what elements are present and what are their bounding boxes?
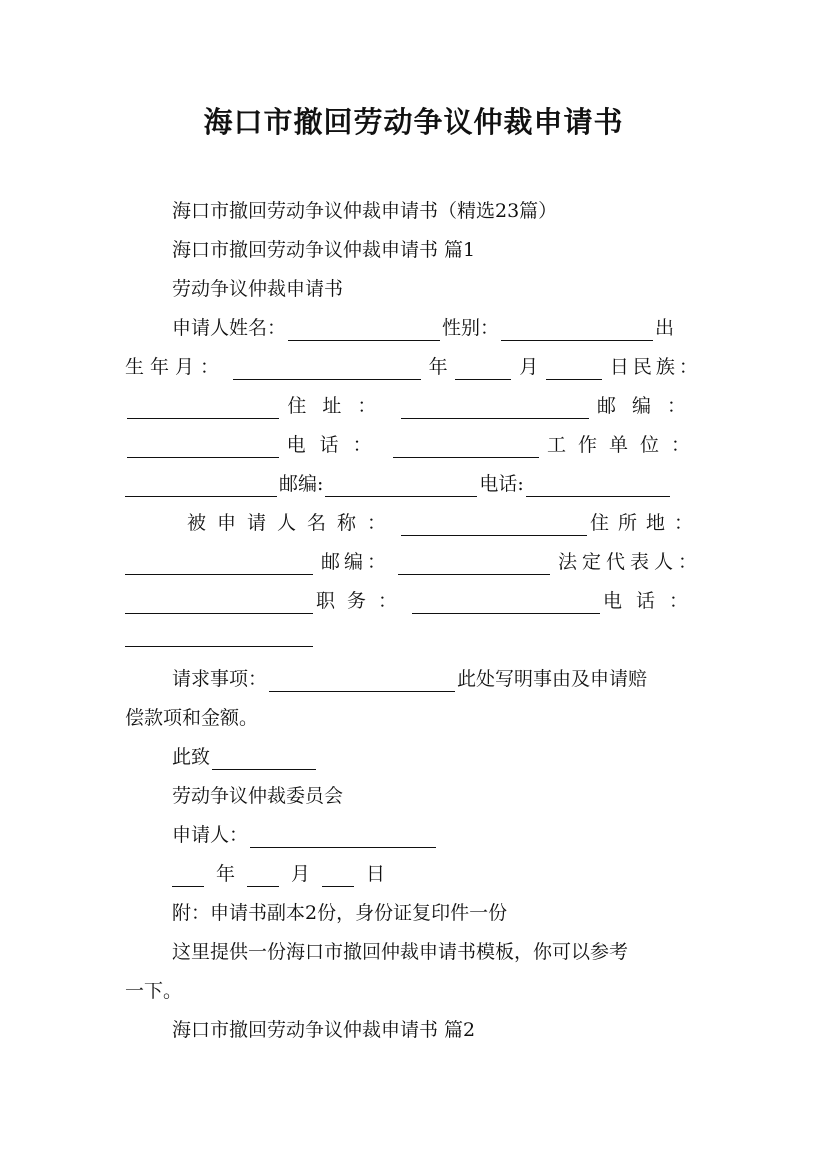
template-note: 这里提供一份海口市撤回仲裁申请书模板，你可以参考 xyxy=(172,941,629,963)
respondent-phone-blank[interactable] xyxy=(125,627,313,647)
birth-day-blank[interactable] xyxy=(546,360,602,380)
signer-blank[interactable] xyxy=(250,828,436,848)
gender-label: 性别： xyxy=(442,317,500,339)
date-day-label: 日 xyxy=(366,863,386,885)
legal-rep-blank[interactable] xyxy=(125,594,313,614)
date-day-blank[interactable] xyxy=(322,867,354,887)
employer-label: 工作单位： xyxy=(546,434,702,456)
signer-label: 申请人： xyxy=(172,824,249,846)
birth-month-blank[interactable] xyxy=(455,360,511,380)
request-line xyxy=(172,666,702,692)
respondent-phone-label: 电话： xyxy=(602,590,702,612)
applicant-name-label: 申请人姓名： xyxy=(172,317,287,339)
postcode-blank[interactable] xyxy=(127,438,279,458)
phone-label: 电话： xyxy=(286,434,386,456)
date-year-blank[interactable] xyxy=(172,867,204,887)
domicile-blank[interactable] xyxy=(125,555,313,575)
date-month-blank[interactable] xyxy=(247,867,279,887)
date-line xyxy=(172,861,702,887)
birth-year-blank[interactable] xyxy=(233,360,421,380)
article-heading-2: 海口市撤回劳动争议仲裁申请书 篇2 xyxy=(172,1019,476,1041)
subtitle: 海口市撤回劳动争议仲裁申请书（精选23篇） xyxy=(172,200,558,222)
committee: 劳动争议仲裁委员会 xyxy=(172,785,344,807)
article-heading-1: 海口市撤回劳动争议仲裁申请书 篇1 xyxy=(172,239,476,261)
respondent-postcode-blank[interactable] xyxy=(398,555,550,575)
form-title: 劳动争议仲裁申请书 xyxy=(172,278,344,300)
ethnic-blank[interactable] xyxy=(127,399,279,419)
employer-phone-blank[interactable] xyxy=(526,477,670,497)
form-line-6 xyxy=(187,510,702,536)
form-line-1 xyxy=(172,315,702,341)
address-label: 住址： xyxy=(287,395,393,417)
request-label: 请求事项： xyxy=(172,668,268,690)
domicile-label: 住所地： xyxy=(589,512,702,534)
gender-blank[interactable] xyxy=(501,321,653,341)
date-month-label: 月 xyxy=(291,863,311,885)
form-line-5 xyxy=(125,471,702,497)
request-note: 此处写明事由及申请赔 xyxy=(457,668,648,690)
month-label: 月 xyxy=(519,356,539,378)
request-blank[interactable] xyxy=(269,672,455,692)
day-ethnic-label: 日民族： xyxy=(609,356,702,378)
phone-blank[interactable] xyxy=(393,438,539,458)
year-label: 年 xyxy=(428,356,448,378)
position-blank[interactable] xyxy=(412,594,600,614)
to-blank[interactable] xyxy=(212,750,316,770)
birth-prefix: 出 xyxy=(655,317,675,339)
date-year-label: 年 xyxy=(216,863,236,885)
respondent-name-blank[interactable] xyxy=(401,516,587,536)
respondent-postcode-label: 邮编： xyxy=(320,551,390,573)
request-note-cont: 偿款项和金额。 xyxy=(125,707,259,729)
address-blank[interactable] xyxy=(401,399,589,419)
attachment-note: 附：申请书副本2份，身份证复印件一份 xyxy=(172,902,508,924)
employer-phone-label: 电话: xyxy=(479,473,524,495)
to-label: 此致 xyxy=(172,746,211,768)
applicant-name-blank[interactable] xyxy=(288,321,440,341)
employer-postcode-label: 邮编: xyxy=(279,473,324,495)
form-line-2 xyxy=(125,354,702,380)
position-label: 职务： xyxy=(315,590,409,612)
postcode-label: 邮编： xyxy=(596,395,702,417)
salutation-line xyxy=(172,744,702,770)
form-line-9 xyxy=(125,627,702,647)
template-note-cont: 一下。 xyxy=(125,980,183,1002)
birth-label: 生年月： xyxy=(125,356,226,378)
signer-line xyxy=(172,822,702,848)
form-line-4 xyxy=(125,432,702,458)
form-line-8 xyxy=(125,588,702,614)
page-title: 海口市撤回劳动争议仲裁申请书 xyxy=(203,105,624,139)
form-line-3 xyxy=(125,393,702,419)
form-line-7 xyxy=(125,549,702,575)
respondent-name-label: 被申请人名称： xyxy=(187,512,398,534)
employer-postcode-blank[interactable] xyxy=(325,477,477,497)
legal-rep-label: 法定代表人： xyxy=(557,551,702,573)
employer-blank[interactable] xyxy=(125,477,277,497)
